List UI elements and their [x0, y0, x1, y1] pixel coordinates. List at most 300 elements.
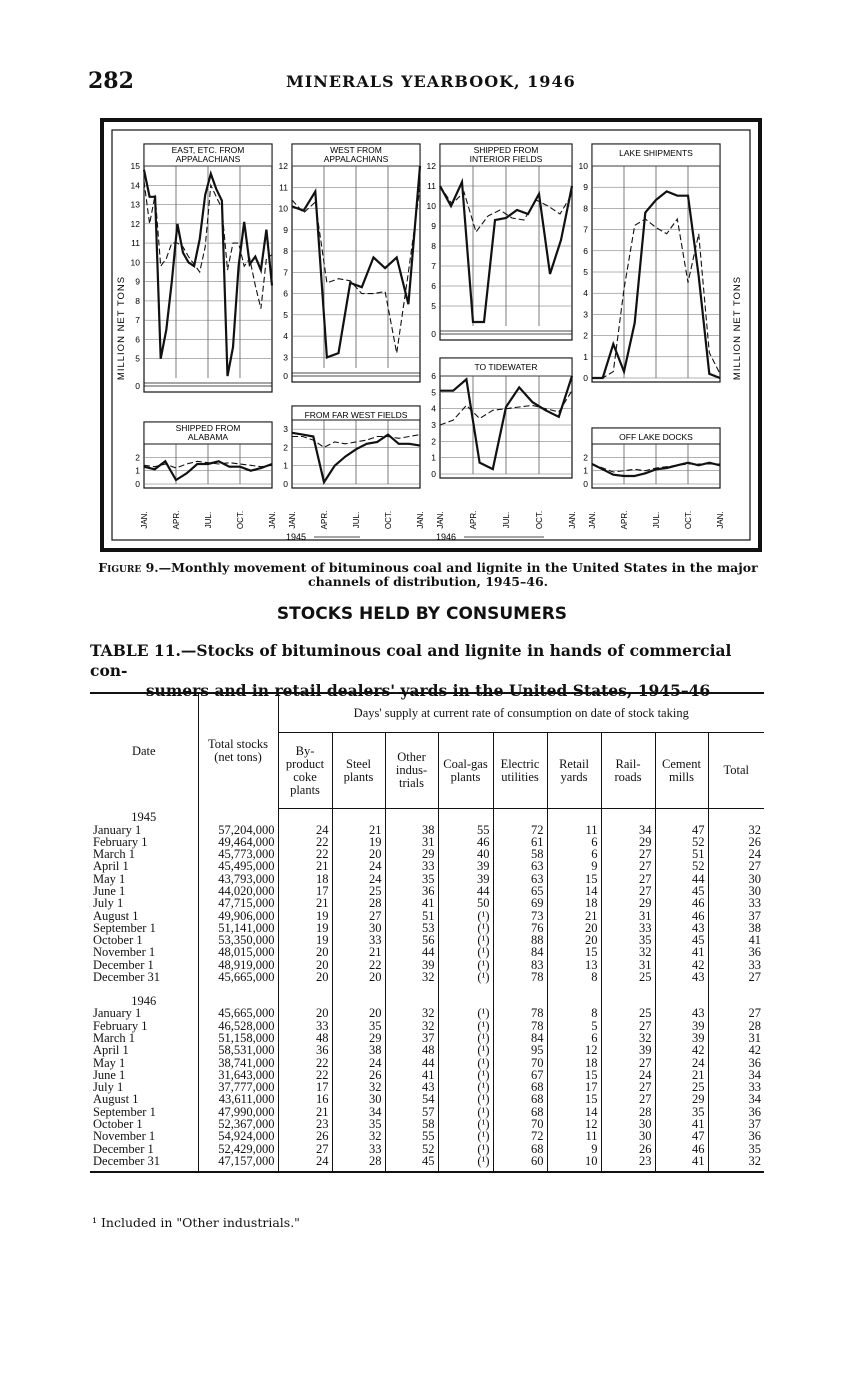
- figure-caption-text: —Monthly movement of bituminous coal and lignite in the United States in the major channels of distribution, 1945–46.: [158, 560, 758, 589]
- value-cell: 15: [547, 946, 601, 958]
- value-cell: 51,158,000: [198, 1032, 278, 1044]
- value-cell: 48: [278, 1032, 332, 1044]
- value-cell: 19: [278, 910, 332, 922]
- tick-label: 8: [431, 241, 436, 251]
- date-cell: June 1: [93, 883, 126, 898]
- tick-label: 12: [426, 161, 436, 171]
- panel-title: EAST, ETC. FROM: [171, 145, 245, 155]
- value-cell: 27: [278, 1143, 332, 1155]
- value-cell: 30: [332, 922, 385, 934]
- col-header-railroads: Rail-roads: [601, 733, 655, 809]
- value-cell: 24: [655, 1057, 708, 1069]
- value-cell: 8: [547, 971, 601, 983]
- value-cell: 47,990,000: [198, 1106, 278, 1118]
- value-cell: 51,141,000: [198, 922, 278, 934]
- value-cell: 27: [601, 873, 655, 885]
- value-cell: 70: [493, 1057, 547, 1069]
- value-cell: 32: [601, 1032, 655, 1044]
- tick-label: 7: [135, 315, 140, 326]
- value-cell: 9: [547, 860, 601, 872]
- value-cell: 20: [547, 922, 601, 934]
- value-cell: 21: [332, 946, 385, 958]
- value-cell: 54: [385, 1093, 438, 1105]
- month-label: JUL.: [502, 511, 511, 529]
- value-cell: (¹): [438, 1155, 493, 1172]
- value-cell: 61: [493, 836, 547, 848]
- value-cell: 73: [493, 910, 547, 922]
- value-cell: 39: [655, 1020, 708, 1032]
- date-cell: November 1: [93, 945, 156, 960]
- value-cell: 44: [385, 946, 438, 958]
- value-cell: (¹): [438, 1143, 493, 1155]
- value-cell: 37: [708, 1118, 764, 1130]
- value-cell: 48,015,000: [198, 946, 278, 958]
- value-cell: 44: [438, 885, 493, 897]
- value-cell: 20: [332, 971, 385, 983]
- value-cell: 52,429,000: [198, 1143, 278, 1155]
- value-cell: 46: [438, 836, 493, 848]
- tick-label: 6: [431, 281, 436, 291]
- value-cell: 22: [332, 959, 385, 971]
- col-header-steel: Steel plants: [332, 733, 385, 809]
- value-cell: 12: [547, 1044, 601, 1056]
- month-label: JAN.: [568, 511, 577, 529]
- value-cell: 33: [601, 922, 655, 934]
- tick-label: 7: [431, 261, 436, 271]
- tick-label: 1: [583, 465, 588, 476]
- value-cell: 14: [547, 885, 601, 897]
- month-label: JAN.: [416, 511, 425, 529]
- value-cell: 24: [332, 1057, 385, 1069]
- value-cell: 35: [601, 934, 655, 946]
- value-cell: 12: [547, 1118, 601, 1130]
- tick-label: 10: [578, 161, 588, 171]
- panel-6: [283, 406, 420, 489]
- value-cell: (¹): [438, 1007, 493, 1019]
- panel-title: OFF LAKE DOCKS: [619, 432, 693, 442]
- value-cell: 88: [493, 934, 547, 946]
- tick-label: 9: [135, 276, 140, 287]
- value-cell: 39: [438, 860, 493, 872]
- value-cell: 49,906,000: [198, 910, 278, 922]
- value-cell: 19: [332, 836, 385, 848]
- figure-9: [100, 118, 762, 552]
- y-axis-label-right: MILLION NET TONS: [732, 275, 743, 381]
- value-cell: 84: [493, 946, 547, 958]
- value-cell: 24: [708, 848, 764, 860]
- value-cell: 43: [655, 922, 708, 934]
- value-cell: 37: [708, 910, 764, 922]
- table-title-line-2: sumers and in retail dealers' yards in the United States, 1945–46: [145, 681, 711, 700]
- value-cell: 20: [332, 1007, 385, 1019]
- value-cell: 9: [547, 1143, 601, 1155]
- value-cell: 33: [385, 860, 438, 872]
- panel-title: ALABAMA: [187, 432, 229, 442]
- value-cell: 68: [493, 1143, 547, 1155]
- date-cell: May 1: [93, 871, 126, 886]
- value-cell: 63: [493, 860, 547, 872]
- value-cell: 27: [601, 1057, 655, 1069]
- value-cell: 38: [385, 824, 438, 836]
- date-cell: March 1: [93, 847, 135, 862]
- value-cell: 55: [385, 1130, 438, 1142]
- value-cell: 43,611,000: [198, 1093, 278, 1105]
- value-cell: 14: [547, 1106, 601, 1118]
- date-cell: May 1: [93, 1055, 126, 1070]
- month-label: OCT.: [384, 510, 393, 530]
- value-cell: 52: [655, 836, 708, 848]
- table-title-line-1: TABLE 11.—Stocks of bituminous coal and lignite in hands of commercial con-: [90, 641, 732, 680]
- value-cell: (¹): [438, 946, 493, 958]
- month-label: OCT.: [236, 510, 245, 530]
- month-label: JAN.: [716, 511, 725, 529]
- stocks-table: [90, 692, 764, 1173]
- value-cell: 54,924,000: [198, 1130, 278, 1142]
- value-cell: (¹): [438, 1106, 493, 1118]
- value-cell: 46: [655, 1143, 708, 1155]
- value-cell: 47: [655, 824, 708, 836]
- value-cell: 30: [708, 885, 764, 897]
- value-cell: (¹): [438, 922, 493, 934]
- value-cell: 39: [438, 873, 493, 885]
- value-cell: 17: [278, 885, 332, 897]
- value-cell: 33: [708, 1081, 764, 1093]
- col-header-total: Total: [708, 733, 764, 809]
- value-cell: 17: [547, 1081, 601, 1093]
- tick-label: 4: [431, 403, 436, 414]
- tick-label: 8: [135, 295, 140, 306]
- date-cell: June 1: [93, 1067, 126, 1082]
- footnote: ¹ Included in "Other industrials.": [92, 1215, 300, 1230]
- value-cell: 38: [332, 1044, 385, 1056]
- panel-title: SHIPPED FROM: [175, 423, 241, 433]
- value-cell: 50: [438, 897, 493, 909]
- value-cell: 83: [493, 959, 547, 971]
- value-cell: 27: [332, 910, 385, 922]
- value-cell: 47,157,000: [198, 1155, 278, 1172]
- year-label-1945: 1945: [286, 532, 307, 542]
- value-cell: (¹): [438, 971, 493, 983]
- table-row: [90, 946, 764, 958]
- tick-label: 1: [283, 460, 288, 471]
- date-cell: September 1: [93, 920, 156, 935]
- date-cell: August 1: [93, 908, 139, 923]
- value-cell: 42: [655, 1044, 708, 1056]
- tick-label: 3: [283, 352, 288, 363]
- value-cell: 43: [655, 971, 708, 983]
- value-cell: 22: [278, 836, 332, 848]
- value-cell: 24: [278, 1155, 332, 1172]
- value-cell: 53,350,000: [198, 934, 278, 946]
- value-cell: 21: [547, 910, 601, 922]
- value-cell: 28: [332, 897, 385, 909]
- value-cell: 63: [493, 873, 547, 885]
- month-label: OCT.: [535, 510, 544, 530]
- value-cell: 36: [708, 1057, 764, 1069]
- value-cell: 35: [655, 1106, 708, 1118]
- value-cell: 35: [385, 873, 438, 885]
- month-label: JAN.: [140, 511, 149, 529]
- table-row: [90, 1093, 764, 1105]
- table-row: [90, 860, 764, 872]
- year-heading: 1946: [131, 994, 157, 1009]
- value-cell: 20: [278, 971, 332, 983]
- col-header-cement-mills: Cement mills: [655, 733, 708, 809]
- value-cell: 20: [332, 848, 385, 860]
- tick-label: 1: [135, 465, 140, 476]
- value-cell: 39: [601, 1044, 655, 1056]
- month-label: JUL.: [652, 511, 661, 529]
- month-label: JUL.: [352, 511, 361, 529]
- figure-caption: [88, 561, 768, 589]
- date-cell: December 1: [93, 1141, 154, 1156]
- month-label: OCT.: [684, 510, 693, 530]
- value-cell: 51: [385, 910, 438, 922]
- tick-label: 8: [283, 246, 288, 257]
- value-cell: 47: [655, 1130, 708, 1142]
- panel-0: [131, 144, 272, 392]
- value-cell: 32: [332, 1130, 385, 1142]
- panel-title: WEST FROM: [330, 145, 382, 155]
- value-cell: 36: [708, 1106, 764, 1118]
- value-cell: 31: [601, 910, 655, 922]
- value-cell: (¹): [438, 1130, 493, 1142]
- value-cell: 41: [655, 946, 708, 958]
- value-cell: 38,741,000: [198, 1057, 278, 1069]
- tick-label: 6: [135, 334, 140, 345]
- tick-label: 1: [431, 452, 436, 463]
- value-cell: 29: [655, 1093, 708, 1105]
- value-cell: 8: [547, 1007, 601, 1019]
- value-cell: 35: [332, 1118, 385, 1130]
- value-cell: 76: [493, 922, 547, 934]
- tick-label: 2: [431, 436, 436, 447]
- value-cell: 23: [278, 1118, 332, 1130]
- value-cell: 48: [385, 1044, 438, 1056]
- date-cell: July 1: [93, 1080, 124, 1095]
- year-label-1946: 1946: [436, 532, 457, 542]
- value-cell: (¹): [438, 910, 493, 922]
- page-number: 282: [88, 68, 134, 94]
- table-row: [90, 1155, 764, 1172]
- value-cell: 27: [708, 971, 764, 983]
- date-cell: April 1: [93, 1043, 129, 1058]
- value-cell: 55: [438, 824, 493, 836]
- value-cell: 45,665,000: [198, 1007, 278, 1019]
- value-cell: 32: [385, 1020, 438, 1032]
- value-cell: 43: [655, 1007, 708, 1019]
- year-heading: 1945: [131, 810, 157, 825]
- value-cell: 39: [655, 1032, 708, 1044]
- value-cell: 31,643,000: [198, 1069, 278, 1081]
- value-cell: 28: [708, 1020, 764, 1032]
- date-cell: December 1: [93, 957, 154, 972]
- value-cell: 24: [332, 860, 385, 872]
- value-cell: 33: [332, 1143, 385, 1155]
- date-cell: February 1: [93, 834, 148, 849]
- value-cell: 32: [332, 1081, 385, 1093]
- value-cell: 23: [601, 1155, 655, 1172]
- tick-label: 2: [583, 452, 588, 463]
- value-cell: 56: [385, 934, 438, 946]
- value-cell: 30: [332, 1093, 385, 1105]
- value-cell: 30: [708, 873, 764, 885]
- tick-label: 3: [583, 309, 588, 320]
- month-label: APR.: [469, 510, 478, 530]
- value-cell: 46: [655, 897, 708, 909]
- value-cell: 25: [601, 971, 655, 983]
- value-cell: 51: [655, 848, 708, 860]
- tick-label: 0: [583, 373, 588, 383]
- value-cell: (¹): [438, 1093, 493, 1105]
- tick-label: 7: [583, 224, 588, 235]
- value-cell: (¹): [438, 1020, 493, 1032]
- value-cell: 26: [708, 836, 764, 848]
- value-cell: (¹): [438, 1044, 493, 1056]
- value-cell: 68: [493, 1106, 547, 1118]
- tick-label: 10: [130, 257, 140, 268]
- value-cell: 41: [385, 897, 438, 909]
- table-row: [90, 1057, 764, 1069]
- value-cell: 20: [278, 959, 332, 971]
- value-cell: 27: [601, 1081, 655, 1093]
- value-cell: 20: [278, 946, 332, 958]
- value-cell: 35: [708, 1143, 764, 1155]
- value-cell: 18: [278, 873, 332, 885]
- table-row: [90, 824, 764, 836]
- value-cell: 58,531,000: [198, 1044, 278, 1056]
- tick-label: 0: [135, 381, 140, 391]
- table-row: [90, 897, 764, 909]
- value-cell: 72: [493, 1130, 547, 1142]
- value-cell: 52: [655, 860, 708, 872]
- value-cell: 34: [708, 1069, 764, 1081]
- value-cell: 24: [332, 873, 385, 885]
- col-header-coal-gas: Coal-gas plants: [438, 733, 493, 809]
- value-cell: 29: [601, 897, 655, 909]
- value-cell: 39: [385, 959, 438, 971]
- value-cell: 20: [547, 934, 601, 946]
- value-cell: 27: [601, 860, 655, 872]
- value-cell: 6: [547, 848, 601, 860]
- value-cell: 78: [493, 1020, 547, 1032]
- tick-label: 12: [278, 161, 288, 171]
- value-cell: 32: [708, 1155, 764, 1172]
- value-cell: 27: [601, 848, 655, 860]
- value-cell: 95: [493, 1044, 547, 1056]
- tick-label: 0: [283, 479, 288, 489]
- table-row: [90, 1130, 764, 1142]
- value-cell: 36: [708, 1130, 764, 1142]
- value-cell: 31: [601, 959, 655, 971]
- running-title: MINERALS YEARBOOK, 1946: [286, 72, 576, 91]
- tick-label: 11: [131, 238, 140, 249]
- value-cell: 57,204,000: [198, 824, 278, 836]
- value-cell: 58: [493, 848, 547, 860]
- tick-label: 13: [130, 199, 140, 210]
- table-row: [90, 1044, 764, 1056]
- value-cell: 45,773,000: [198, 848, 278, 860]
- value-cell: 44,020,000: [198, 885, 278, 897]
- tick-label: 5: [583, 267, 588, 277]
- month-label: JAN.: [436, 511, 445, 529]
- date-cell: January 1: [93, 1006, 142, 1021]
- tick-label: 4: [583, 288, 588, 299]
- value-cell: 28: [601, 1106, 655, 1118]
- stocks-table-body: [90, 809, 764, 1173]
- tick-label: 8: [583, 203, 588, 214]
- month-label: APR.: [172, 510, 181, 530]
- value-cell: 19: [278, 934, 332, 946]
- value-cell: (¹): [438, 1081, 493, 1093]
- value-cell: 18: [547, 897, 601, 909]
- value-cell: 31: [708, 1032, 764, 1044]
- value-cell: 41: [655, 1118, 708, 1130]
- date-cell: September 1: [93, 1104, 156, 1119]
- value-cell: 34: [708, 1093, 764, 1105]
- value-cell: 52: [385, 1143, 438, 1155]
- tick-label: 3: [283, 424, 288, 435]
- value-cell: 21: [655, 1069, 708, 1081]
- value-cell: 43: [385, 1081, 438, 1093]
- panel-title: APPALACHIANS: [175, 154, 241, 164]
- value-cell: 11: [547, 824, 601, 836]
- date-cell: January 1: [93, 822, 142, 837]
- figure-caption-lead: Figure 9.: [98, 560, 159, 575]
- tick-label: 0: [431, 329, 436, 339]
- tick-label: 11: [427, 181, 436, 191]
- value-cell: 68: [493, 1093, 547, 1105]
- value-cell: 42: [655, 959, 708, 971]
- date-cell: November 1: [93, 1129, 156, 1144]
- value-cell: 45,495,000: [198, 860, 278, 872]
- tick-label: 14: [130, 180, 140, 191]
- value-cell: 78: [493, 971, 547, 983]
- tick-label: 12: [130, 218, 140, 229]
- value-cell: (¹): [438, 1069, 493, 1081]
- value-cell: 84: [493, 1032, 547, 1044]
- value-cell: 22: [278, 848, 332, 860]
- value-cell: 29: [385, 848, 438, 860]
- col-header-byproduct: By-product coke plants: [278, 733, 332, 809]
- panel-7: [583, 428, 720, 489]
- value-cell: 60: [493, 1155, 547, 1172]
- value-cell: 25: [655, 1081, 708, 1093]
- value-cell: 31: [385, 836, 438, 848]
- table-row: [90, 1007, 764, 1019]
- value-cell: 36: [385, 885, 438, 897]
- value-cell: (¹): [438, 959, 493, 971]
- panel-4: [431, 358, 572, 479]
- value-cell: 37,777,000: [198, 1081, 278, 1093]
- date-cell: August 1: [93, 1092, 139, 1107]
- value-cell: 44: [385, 1057, 438, 1069]
- value-cell: 16: [278, 1093, 332, 1105]
- tick-label: 15: [130, 161, 140, 171]
- value-cell: 17: [278, 1081, 332, 1093]
- value-cell: 33: [708, 959, 764, 971]
- value-cell: 32: [601, 946, 655, 958]
- date-cell: October 1: [93, 933, 143, 948]
- value-cell: 40: [438, 848, 493, 860]
- date-cell: December 31: [93, 970, 160, 985]
- value-cell: 45: [655, 885, 708, 897]
- value-cell: 11: [547, 1130, 601, 1142]
- value-cell: 21: [278, 897, 332, 909]
- value-cell: 42: [708, 1044, 764, 1056]
- value-cell: 32: [708, 824, 764, 836]
- value-cell: 24: [601, 1069, 655, 1081]
